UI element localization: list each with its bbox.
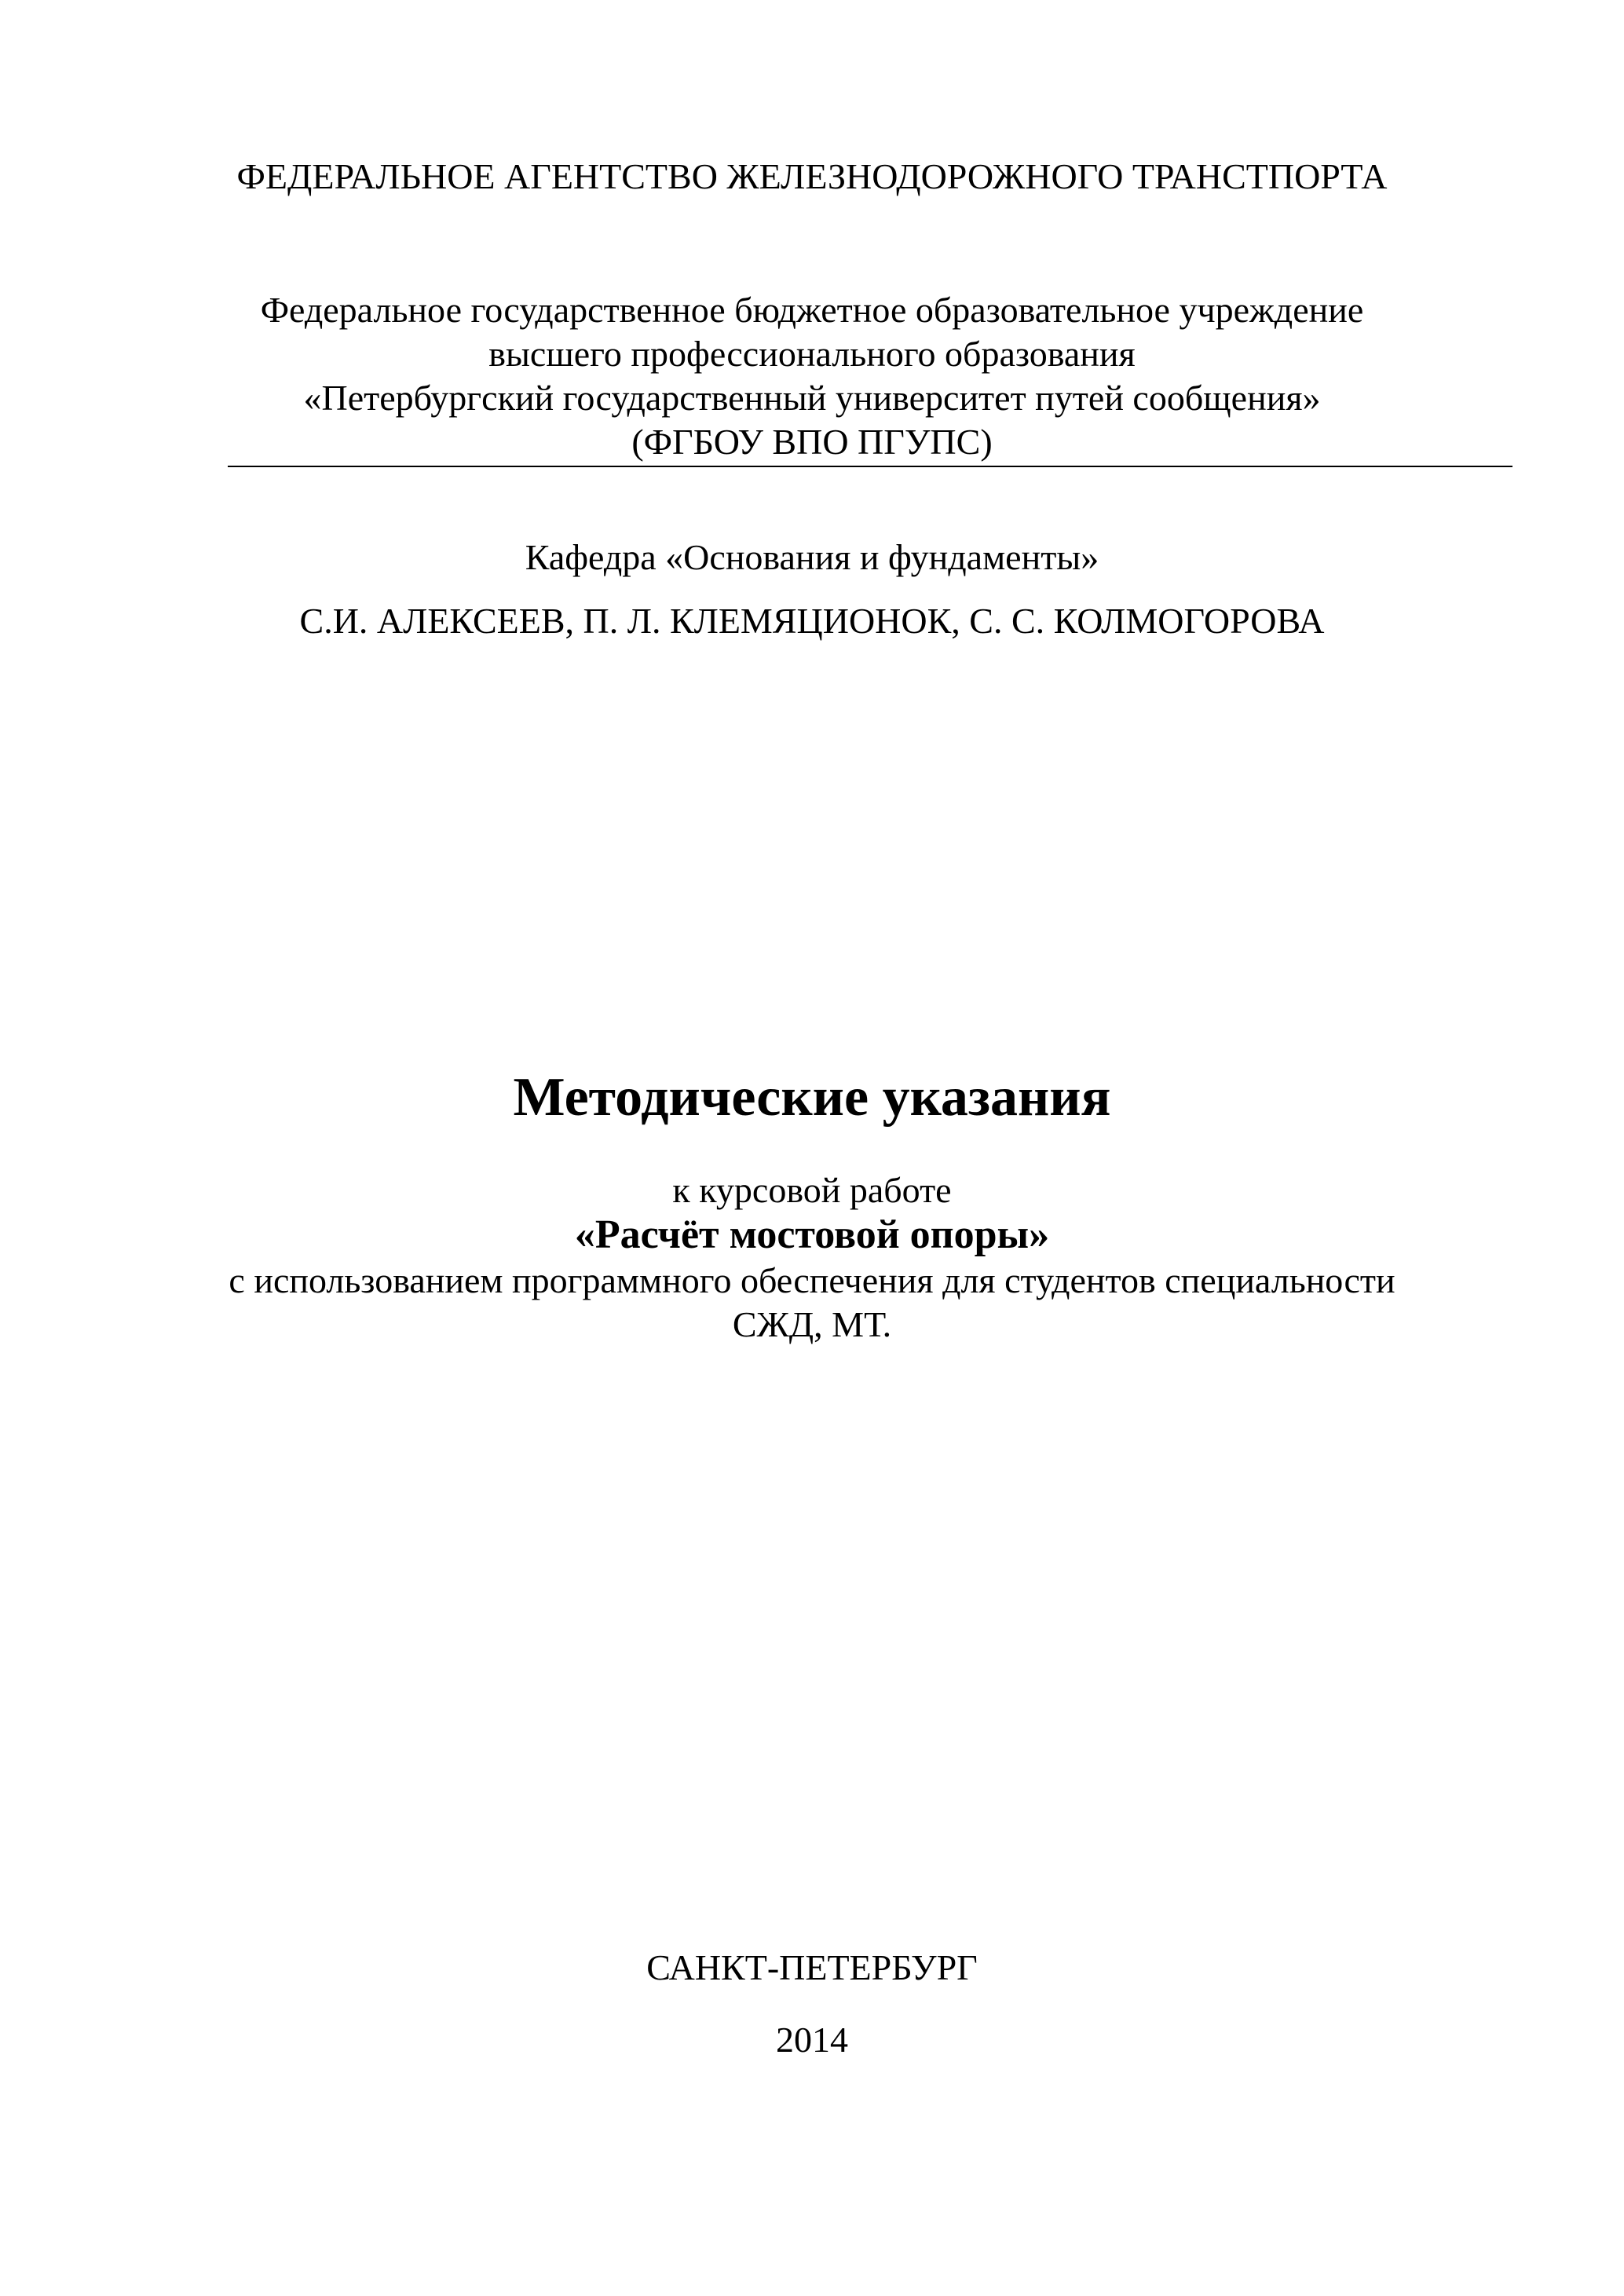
publication-city: САНКТ-ПЕТЕРБУРГ: [646, 1947, 978, 1987]
subtitle-line-4: СЖД, МТ.: [732, 1304, 892, 1344]
document-title: Методические указания: [513, 1067, 1111, 1128]
publication-year: 2014: [776, 2020, 848, 2060]
institution-line-3: «Петербургский государственный университет путей сообщения»: [303, 378, 1321, 418]
work-title: «Расчёт мостовой опоры»: [574, 1212, 1050, 1257]
institution-line-2: высшего профессионального образования: [488, 334, 1136, 374]
institution-line-1: Федеральное государственное бюджетное образовательное учреждение: [260, 290, 1364, 330]
subtitle-line-1: к курсовой работе: [672, 1170, 952, 1210]
header-divider: [228, 466, 1512, 467]
department-name: Кафедра «Основания и фундаменты»: [525, 537, 1099, 577]
authors-list: С.И. АЛЕКСЕЕВ, П. Л. КЛЕМЯЦИОНОК, С. С. КОЛМОГОРОВА: [299, 601, 1325, 641]
institution-abbreviation: (ФГБОУ ВПО ПГУПС): [631, 422, 993, 462]
agency-name: ФЕДЕРАЛЬНОЕ АГЕНТСТВО ЖЕЛЕЗНОДОРОЖНОГО ТРАНСТПОРТА: [236, 156, 1388, 196]
subtitle-line-3: с использованием программного обеспечения для студентов специальности: [229, 1260, 1395, 1300]
